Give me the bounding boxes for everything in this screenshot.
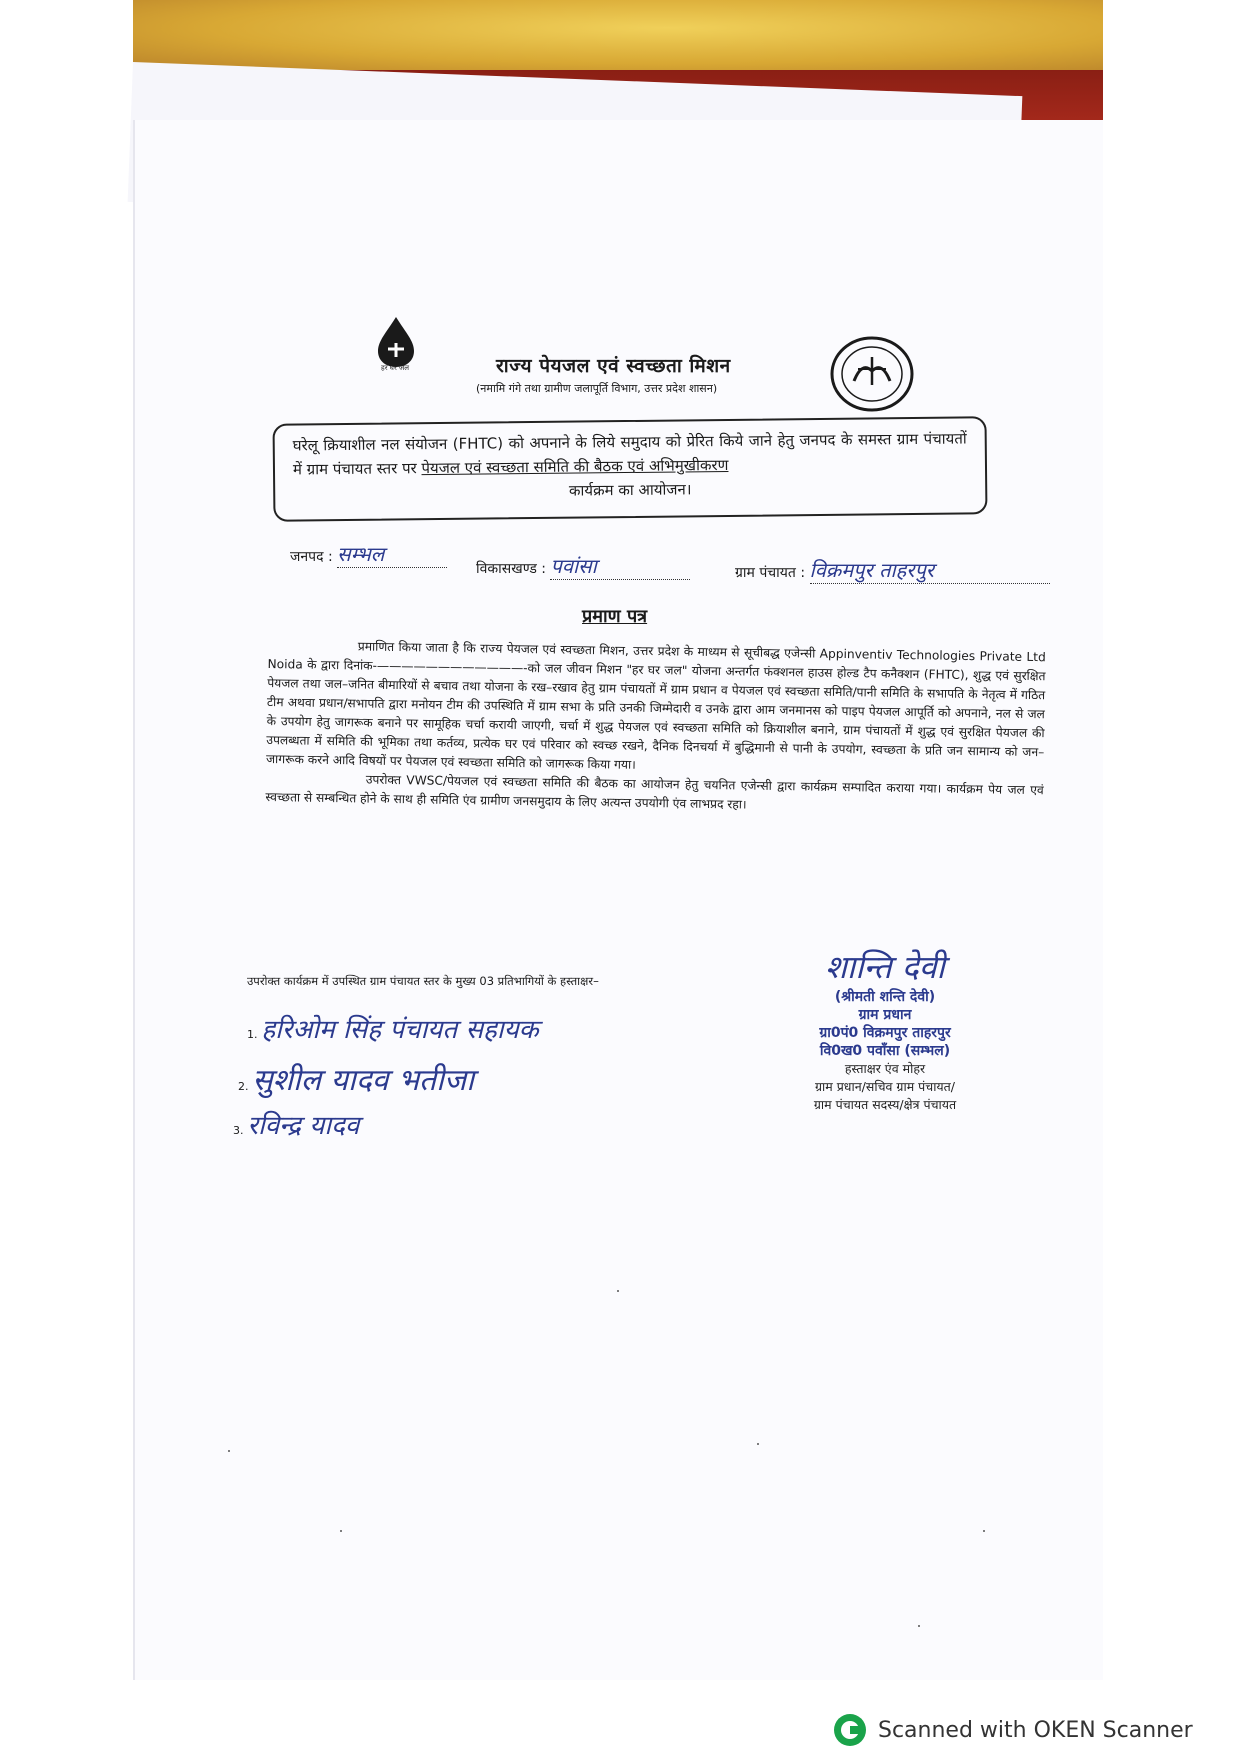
har-ghar-jal-logo bbox=[368, 315, 424, 385]
scan-speck bbox=[918, 1625, 920, 1627]
stamp-note-2: ग्राम प्रधान/सचिव ग्राम पंचायत/ bbox=[814, 1079, 956, 1094]
participant-number: 2. bbox=[238, 1080, 249, 1093]
scan-speck bbox=[983, 1530, 985, 1532]
participant-number: 1. bbox=[247, 1028, 258, 1041]
page-edge bbox=[133, 120, 135, 1680]
org-subtitle: (नमामि गंगे तथा ग्रामीण जलापूर्ति विभाग, उत्तर प्रदेश शासन) bbox=[476, 382, 718, 395]
scan-speck bbox=[340, 1530, 342, 1532]
certificate-paragraph-2: उपरोक्त VWSC/पेयजल एवं स्वच्छता समिति की बैठक का आयोजन हेतु चयनित एजेन्सी द्वारा कार्यक्रम सम्पादित कराया गया। कार्यक्रम पेय जल एवं स्वच्छता से सम्बन्धित होने के साथ ही समिति एंव ग्रामीण जनसमुदाय के लिए अत्यन्त उपयोगी एंव लाभप्रद रहा। bbox=[265, 772, 1044, 812]
stamp-name: (श्रीमती शन्ति देवी) bbox=[834, 989, 936, 1005]
certificate-paragraph-1: प्रमाणित किया जाता है कि राज्य पेयजल एवं स्वच्छता मिशन, उत्तर प्रदेश के माध्यम से सूचीबद्ध एजेन्सी Appinventiv Technologies Private Ltd Noida के द्वारा दिनांक-————————————-को जल जीवन मिशन "हर घर जल" योजना अन्तर्गत फंक्शनल हाउस होल्ड टैप कनैक्शन (FHTC), शुद्ध एवं सुरक्षित पेयजल तथा जल–जनित बीमारियों से बचाव तथा योजना के रख–रखाव हेतु ग्राम पंचायतों में ग्राम प्रधान व पेयजल एवं स्वच्छता समिति/पानी समिति के सभापति के नेतृत्व में गठित टीम अथवा प्रधान/सभापति द्वारा मनोयन टीम की उपस्थिति में ग्राम सभा के प्रति उनकी जिम्मेदारी व उनके द्वारा आम जनमानस को पाइप पेयजल आपूर्ति को अपनाने, नल से जल के उपयोग हेतु जागरूक बनाने पर सामूहिक चर्चा करायी जाएगी, चर्चा में शुद्ध पेयजल एवं स्वच्छता समिति को क्रियाशील बनाने, ग्राम पंचायतों में शुद्ध एवं सुरक्षित पेयजल की उपलब्धता में समिति की भूमिका तथा कर्तव्य, प्रत्येक घर एवं परिवार को स्वच्छ रखने, दैनिक दिनचर्या में बुद्धिमानी से पानी के उपयोग, स्वच्छता के प्रति जन सामान्य को जन–जागरूक करने आदि विषयों पर पेयजल एवं स्वच्छता समिति को जागरूक किया गया। bbox=[265, 639, 1046, 772]
scan-speck bbox=[228, 1450, 230, 1452]
district-value: सम्भल bbox=[337, 540, 447, 568]
participant-number: 3. bbox=[233, 1124, 244, 1137]
certificate-body bbox=[265, 636, 1046, 819]
stamp-block: वि0ख0 पवाँसा (सम्भल) bbox=[819, 1043, 951, 1059]
participant-1 bbox=[247, 1010, 539, 1046]
oken-scanner-icon bbox=[832, 1712, 868, 1748]
notice-box bbox=[273, 416, 988, 521]
stamp-note-3: ग्राम पंचायत सदस्य/क्षेत्र पंचायत bbox=[813, 1097, 957, 1112]
scanner-watermark bbox=[832, 1712, 1193, 1748]
background-fabric bbox=[133, 0, 1103, 70]
stamp-role: ग्राम प्रधान bbox=[858, 1007, 912, 1023]
participants-intro: उपरोक्त कार्यक्रम में उपस्थित ग्राम पंचायत स्तर के मुख्य 03 प्रतिभागियों के हस्ताक्षर– bbox=[247, 974, 599, 988]
pradhan-signature-block bbox=[780, 945, 990, 1114]
panchayat-value: विक्रमपुर ताहरपुर bbox=[810, 556, 1050, 584]
scan-speck bbox=[757, 1443, 759, 1445]
participant-3 bbox=[233, 1106, 359, 1142]
logo-left-caption: हर घर जल bbox=[381, 364, 409, 372]
district-label: जनपद : bbox=[290, 549, 333, 565]
participant-signature: सुशील यादव भतीजा bbox=[252, 1063, 474, 1098]
certificate-title: प्रमाण पत्र bbox=[582, 606, 648, 627]
participant-signature: रविन्द्र यादव bbox=[247, 1111, 360, 1141]
notice-line2: कार्यक्रम का आयोजन। bbox=[568, 480, 692, 500]
notice-text: घरेलू क्रियाशील नल संयोजन (FHTC) को अपनाने के लिये समुदाय को प्रेरित किये जाने हेतु जनपद के समस्त ग्राम पंचायतों में ग्राम पंचायत स्तर पर bbox=[292, 429, 967, 479]
org-title: राज्य पेयजल एवं स्वच्छता मिशन bbox=[496, 355, 731, 377]
block-value: पवांसा bbox=[550, 552, 690, 580]
participant-signature: हरिओम सिंह पंचायत सहायक bbox=[261, 1015, 539, 1045]
stamp-village: ग्रा0पं0 विक्रमपुर ताहरपुर bbox=[819, 1025, 951, 1041]
panchayat-label: ग्राम पंचायत : bbox=[735, 565, 806, 581]
scan-speck bbox=[617, 1290, 619, 1292]
stamp-note-1: हस्ताक्षर एंव मोहर bbox=[844, 1061, 926, 1076]
participant-2 bbox=[238, 1058, 474, 1099]
block-label: विकासखण्ड : bbox=[476, 561, 547, 577]
up-government-emblem bbox=[828, 335, 916, 413]
scanner-text: Scanned with OKEN Scanner bbox=[878, 1717, 1193, 1743]
pradhan-signature: शान्ति देवी bbox=[825, 948, 945, 986]
notice-underlined-text: पेयजल एवं स्वच्छता समिति की बैठक एवं अभिमुखीकरण bbox=[421, 455, 729, 478]
